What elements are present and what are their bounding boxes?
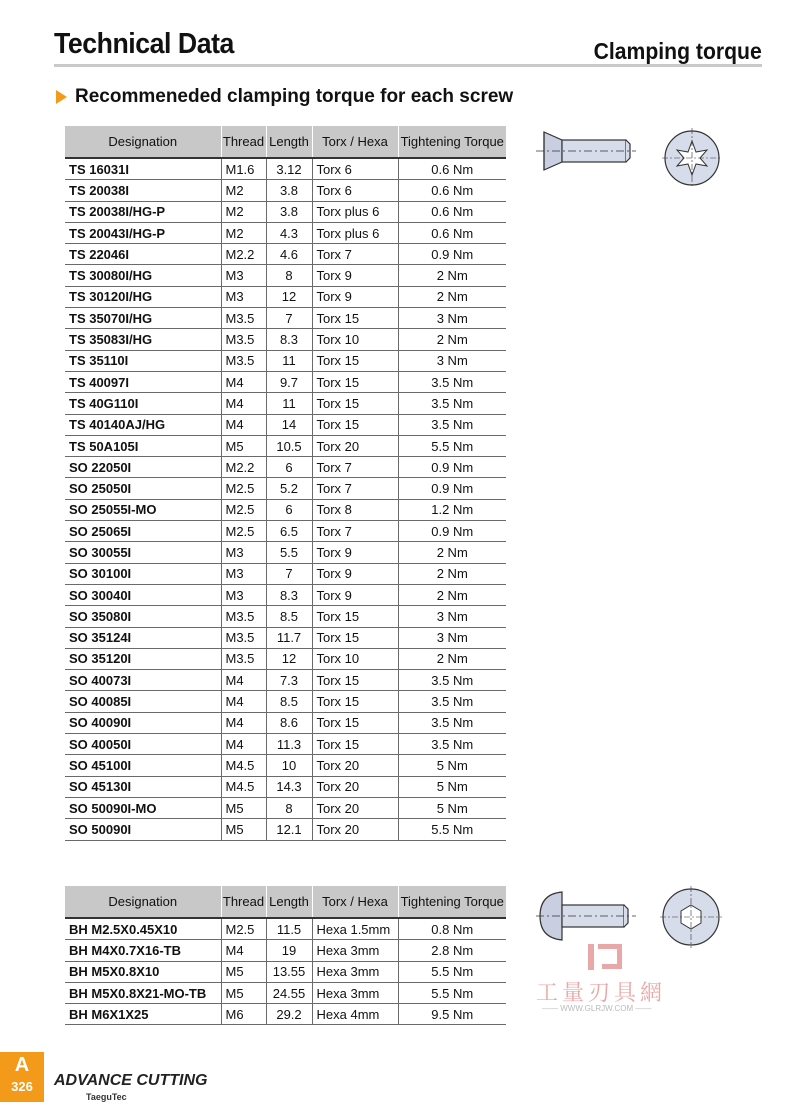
cell-thread: M2.5 [221,499,266,520]
cell-torque: 2 Nm [398,542,506,563]
cell-designation: TS 35070I/HG [65,308,221,329]
cell-length: 5.5 [266,542,312,563]
cell-torque: 5.5 Nm [398,435,506,456]
cell-torque: 3.5 Nm [398,734,506,755]
cell-thread: M3.5 [221,308,266,329]
cell-thread: M3 [221,542,266,563]
cell-designation: SO 45130I [65,776,221,797]
cell-length: 7 [266,563,312,584]
cell-torque: 3 Nm [398,350,506,371]
col-torque: Tightening Torque [398,886,506,918]
cell-drive: Torx 6 [312,180,398,201]
cell-drive: Torx 7 [312,244,398,265]
col-designation: Designation [65,886,221,918]
cell-drive: Torx 15 [312,308,398,329]
cell-length: 24.55 [266,982,312,1003]
cell-designation: SO 22050I [65,457,221,478]
cell-designation: SO 25065I [65,521,221,542]
cell-thread: M3 [221,563,266,584]
cell-torque: 0.6 Nm [398,180,506,201]
cell-length: 8.5 [266,691,312,712]
cell-torque: 0.6 Nm [398,158,506,180]
hexa-head-top-drawing [660,886,722,948]
cell-torque: 2 Nm [398,563,506,584]
cell-torque: 0.9 Nm [398,244,506,265]
hexa-screw-table [65,886,506,1025]
cell-torque: 5.5 Nm [398,982,506,1003]
cell-thread: M3 [221,584,266,605]
cell-drive: Torx 10 [312,329,398,350]
triangle-bullet-icon [56,90,67,104]
cell-thread: M5 [221,819,266,840]
cell-drive: Torx 15 [312,350,398,371]
cell-torque: 0.9 Nm [398,521,506,542]
cell-designation: BH M4X0.7X16-TB [65,940,221,961]
cell-torque: 3.5 Nm [398,712,506,733]
cell-thread: M4 [221,414,266,435]
cell-drive: Hexa 3mm [312,961,398,982]
cell-thread: M2 [221,180,266,201]
cell-drive: Torx 20 [312,776,398,797]
cell-length: 7.3 [266,670,312,691]
cell-torque: 3 Nm [398,627,506,648]
table-row [65,755,506,776]
cell-thread: M2.5 [221,918,266,940]
cell-length: 8 [266,265,312,286]
cell-designation: TS 30080I/HG [65,265,221,286]
cell-designation: SO 30100I [65,563,221,584]
cell-torque: 3.5 Nm [398,414,506,435]
cell-torque: 3.5 Nm [398,371,506,392]
cell-length: 3.12 [266,158,312,180]
cell-thread: M4 [221,691,266,712]
table-row [65,201,506,222]
cell-length: 12.1 [266,819,312,840]
table-row [65,691,506,712]
subtitle-text: Recommeneded clamping torque for each screw [75,86,514,107]
cell-drive: Torx 7 [312,457,398,478]
page-number: 326 [11,1079,33,1094]
table-row [65,308,506,329]
cell-thread: M3.5 [221,350,266,371]
cell-length: 8.6 [266,712,312,733]
cell-torque: 1.2 Nm [398,499,506,520]
cell-drive: Torx 9 [312,286,398,307]
cell-length: 8.3 [266,584,312,605]
cell-thread: M5 [221,982,266,1003]
header-rule [54,64,762,67]
cell-drive: Torx 20 [312,797,398,818]
cell-torque: 2 Nm [398,265,506,286]
table-row [65,478,506,499]
cell-thread: M3.5 [221,627,266,648]
table-row [65,961,506,982]
table-row [65,393,506,414]
cell-length: 9.7 [266,371,312,392]
cell-designation: TS 35110I [65,350,221,371]
cell-torque: 5.5 Nm [398,961,506,982]
cell-thread: M4 [221,670,266,691]
cell-thread: M3 [221,286,266,307]
page-tab [0,1052,44,1102]
cell-designation: TS 20038I/HG-P [65,201,221,222]
cell-thread: M4 [221,940,266,961]
cell-length: 3.8 [266,180,312,201]
cell-designation: SO 45100I [65,755,221,776]
cell-length: 10 [266,755,312,776]
page-title: Technical Data [54,28,234,60]
cell-drive: Hexa 4mm [312,1004,398,1025]
cell-length: 19 [266,940,312,961]
cell-torque: 3.5 Nm [398,670,506,691]
table-row [65,734,506,755]
cell-length: 10.5 [266,435,312,456]
cell-drive: Torx 9 [312,542,398,563]
cell-drive: Torx plus 6 [312,201,398,222]
table-row [65,563,506,584]
cell-torque: 0.6 Nm [398,201,506,222]
cell-designation: BH M6X1X25 [65,1004,221,1025]
cell-length: 29.2 [266,1004,312,1025]
section-letter: A [14,1054,30,1076]
cell-thread: M4 [221,734,266,755]
cell-torque: 2.8 Nm [398,940,506,961]
cell-thread: M2.5 [221,478,266,499]
table-row [65,414,506,435]
hexa-screw-side-drawing [536,888,636,944]
cell-torque: 0.8 Nm [398,918,506,940]
section-title: Clamping torque [593,38,762,64]
cell-thread: M3.5 [221,606,266,627]
cell-drive: Hexa 1.5mm [312,918,398,940]
watermark-logo-icon [586,940,626,974]
cell-thread: M4 [221,393,266,414]
cell-designation: BH M5X0.8X21-MO-TB [65,982,221,1003]
cell-drive: Torx 9 [312,563,398,584]
cell-torque: 5 Nm [398,776,506,797]
cell-thread: M3.5 [221,648,266,669]
brand-logo: ADVANCE CUTTING [54,1072,208,1089]
cell-drive: Torx 8 [312,499,398,520]
cell-length: 7 [266,308,312,329]
cell-drive: Torx 15 [312,606,398,627]
cell-torque: 2 Nm [398,648,506,669]
cell-drive: Torx 15 [312,670,398,691]
cell-thread: M4 [221,371,266,392]
cell-drive: Torx 15 [312,712,398,733]
cell-length: 12 [266,648,312,669]
table-row [65,350,506,371]
table-row [65,265,506,286]
cell-thread: M1.6 [221,158,266,180]
cell-designation: BH M5X0.8X10 [65,961,221,982]
cell-designation: TS 40140AJ/HG [65,414,221,435]
cell-length: 5.2 [266,478,312,499]
cell-designation: TS 16031I [65,158,221,180]
cell-torque: 3 Nm [398,308,506,329]
cell-torque: 3.5 Nm [398,393,506,414]
table-row [65,606,506,627]
cell-length: 11 [266,350,312,371]
cell-thread: M3 [221,265,266,286]
cell-designation: SO 50090I [65,819,221,840]
cell-thread: M4.5 [221,776,266,797]
cell-torque: 0.9 Nm [398,478,506,499]
cell-designation: SO 30040I [65,584,221,605]
cell-designation: TS 40G110I [65,393,221,414]
table-row [65,286,506,307]
cell-torque: 5 Nm [398,755,506,776]
cell-torque: 5.5 Nm [398,819,506,840]
cell-designation: TS 20038I [65,180,221,201]
cell-designation: SO 40085I [65,691,221,712]
cell-drive: Torx 20 [312,435,398,456]
cell-length: 8 [266,797,312,818]
cell-designation: SO 40050I [65,734,221,755]
cell-length: 11.7 [266,627,312,648]
col-designation: Designation [65,126,221,158]
table-row [65,982,506,1003]
cell-designation: SO 35124I [65,627,221,648]
cell-torque: 3.5 Nm [398,691,506,712]
col-torque: Tightening Torque [398,126,506,158]
col-thread: Thread [221,126,266,158]
cell-length: 4.3 [266,222,312,243]
cell-length: 3.8 [266,201,312,222]
table-row [65,712,506,733]
cell-drive: Torx 15 [312,691,398,712]
cell-thread: M5 [221,435,266,456]
cell-designation: TS 35083I/HG [65,329,221,350]
table-row [65,819,506,840]
cell-drive: Hexa 3mm [312,982,398,1003]
table-row [65,457,506,478]
cell-thread: M5 [221,961,266,982]
cell-torque: 9.5 Nm [398,1004,506,1025]
cell-designation: TS 30120I/HG [65,286,221,307]
cell-torque: 0.9 Nm [398,457,506,478]
cell-drive: Torx 6 [312,158,398,180]
table-row [65,435,506,456]
cell-thread: M4.5 [221,755,266,776]
cell-drive: Torx 15 [312,414,398,435]
cell-drive: Torx 9 [312,265,398,286]
cell-torque: 0.6 Nm [398,222,506,243]
cell-torque: 5 Nm [398,797,506,818]
table-row [65,521,506,542]
table-row [65,797,506,818]
cell-thread: M2 [221,222,266,243]
table-row [65,244,506,265]
table-row [65,627,506,648]
cell-drive: Torx 10 [312,648,398,669]
cell-torque: 3 Nm [398,606,506,627]
cell-thread: M5 [221,797,266,818]
cell-designation: SO 35080I [65,606,221,627]
cell-thread: M3.5 [221,329,266,350]
cell-designation: TS 40097I [65,371,221,392]
cell-length: 6.5 [266,521,312,542]
torx-screw-side-drawing [536,126,636,176]
cell-drive: Torx 9 [312,584,398,605]
cell-designation: TS 20043I/HG-P [65,222,221,243]
cell-drive: Torx 7 [312,521,398,542]
cell-designation: TS 22046I [65,244,221,265]
table-row [65,499,506,520]
cell-length: 8.3 [266,329,312,350]
cell-designation: BH M2.5X0.45X10 [65,918,221,940]
cell-torque: 2 Nm [398,584,506,605]
cell-thread: M2 [221,201,266,222]
cell-length: 11 [266,393,312,414]
cell-drive: Torx 7 [312,478,398,499]
col-drive: Torx / Hexa [312,126,398,158]
cell-designation: SO 25050I [65,478,221,499]
brand-sub: TaeguTec [86,1092,127,1102]
watermark-text: 工量刃具網 [536,981,667,1006]
cell-designation: TS 50A105I [65,435,221,456]
cell-length: 11.5 [266,918,312,940]
cell-thread: M6 [221,1004,266,1025]
table-row [65,670,506,691]
cell-drive: Torx 15 [312,393,398,414]
cell-length: 4.6 [266,244,312,265]
table-row [65,329,506,350]
cell-thread: M2.2 [221,457,266,478]
table-row [65,180,506,201]
table-row [65,940,506,961]
col-length: Length [266,886,312,918]
table-header-row [65,886,506,918]
cell-drive: Torx 20 [312,755,398,776]
col-drive: Torx / Hexa [312,886,398,918]
table-row [65,584,506,605]
cell-length: 11.3 [266,734,312,755]
cell-length: 6 [266,457,312,478]
torx-screw-table [65,126,506,841]
cell-length: 8.5 [266,606,312,627]
table-row [65,918,506,940]
cell-thread: M2.5 [221,521,266,542]
cell-length: 13.55 [266,961,312,982]
table-row [65,776,506,797]
cell-drive: Torx 15 [312,371,398,392]
cell-length: 6 [266,499,312,520]
cell-designation: SO 35120I [65,648,221,669]
cell-length: 14 [266,414,312,435]
cell-drive: Torx 15 [312,627,398,648]
col-thread: Thread [221,886,266,918]
cell-drive: Torx 15 [312,734,398,755]
cell-designation: SO 50090I-MO [65,797,221,818]
table-header-row [65,126,506,158]
cell-thread: M2.2 [221,244,266,265]
torx-head-top-drawing [662,128,722,188]
cell-drive: Hexa 3mm [312,940,398,961]
subtitle [56,86,513,108]
cell-drive: Torx plus 6 [312,222,398,243]
table-row [65,371,506,392]
cell-length: 12 [266,286,312,307]
cell-designation: SO 40073I [65,670,221,691]
table-row [65,158,506,180]
table-row [65,542,506,563]
watermark-url: —— WWW.GLRJW.COM —— [542,1004,652,1013]
cell-torque: 2 Nm [398,286,506,307]
table-row [65,1004,506,1025]
cell-torque: 2 Nm [398,329,506,350]
col-length: Length [266,126,312,158]
table-row [65,222,506,243]
cell-designation: SO 25055I-MO [65,499,221,520]
cell-designation: SO 40090I [65,712,221,733]
cell-length: 14.3 [266,776,312,797]
cell-designation: SO 30055I [65,542,221,563]
cell-drive: Torx 20 [312,819,398,840]
table-row [65,648,506,669]
cell-thread: M4 [221,712,266,733]
